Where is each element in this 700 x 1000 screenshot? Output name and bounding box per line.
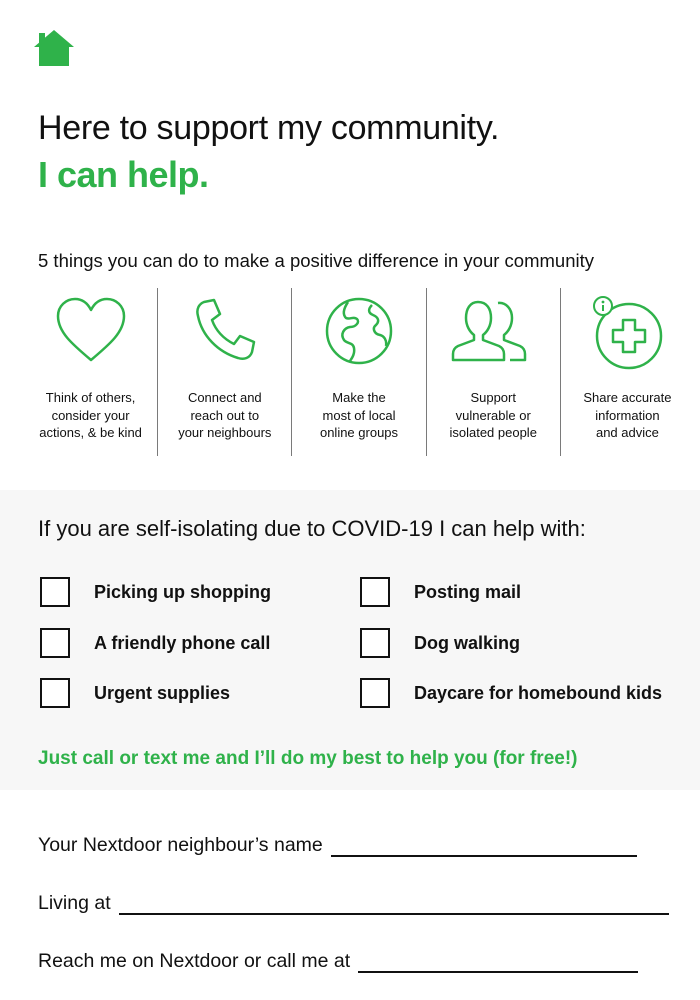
health-info-icon [587, 294, 667, 370]
option-urgent-supplies[interactable] [40, 678, 230, 708]
headline: Here to support my community. [38, 109, 500, 147]
checkbox[interactable] [40, 678, 70, 708]
checkbox[interactable] [40, 628, 70, 658]
tip-label: Share accurate information and advice [583, 390, 672, 440]
heart-icon [52, 294, 130, 366]
contact-field[interactable] [38, 950, 638, 973]
checkbox[interactable] [360, 628, 390, 658]
address-field[interactable] [38, 892, 669, 915]
checkbox[interactable] [40, 577, 70, 607]
option-picking-up-shopping[interactable] [40, 577, 271, 607]
tip-online-groups [291, 288, 425, 456]
call-to-action: Just call or text me and I’ll do my best to help you (for free!) [38, 748, 578, 769]
contact-line[interactable] [358, 970, 638, 973]
checkbox[interactable] [360, 678, 390, 708]
checkbox[interactable] [360, 577, 390, 607]
house-icon [32, 28, 76, 68]
name-label: Your Nextdoor neighbour’s name [38, 834, 323, 856]
tip-support [426, 288, 560, 456]
tips-row [24, 288, 694, 456]
option-friendly-phone-call[interactable] [40, 628, 270, 658]
name-line[interactable] [331, 854, 637, 857]
people-icon [448, 294, 538, 366]
address-label: Living at [38, 892, 111, 914]
option-label: Urgent supplies [94, 682, 231, 703]
tip-label: Think of others, consider your actions, & be kind [39, 390, 142, 440]
tip-label: Make the most of local online groups [319, 390, 399, 440]
name-field[interactable] [38, 834, 637, 857]
option-label: A friendly phone call [94, 632, 271, 653]
tips-subtitle: 5 things you can do to make a positive difference in your community [38, 250, 594, 271]
tip-kindness [24, 288, 157, 456]
option-label: Dog walking [414, 632, 521, 653]
address-line[interactable] [119, 912, 669, 915]
tip-label: Support vulnerable or isolated people [449, 390, 537, 440]
tip-share-info [560, 288, 694, 456]
option-daycare[interactable] [360, 678, 662, 708]
tip-connect [157, 288, 291, 456]
phone-icon [186, 294, 264, 366]
option-label: Posting mail [414, 581, 522, 602]
globe-icon [320, 294, 398, 366]
headline-green: I can help. [38, 154, 209, 195]
option-posting-mail[interactable] [360, 577, 521, 607]
contact-label: Reach me on Nextdoor or call me at [38, 950, 351, 972]
help-title: If you are self-isolating due to COVID-19 I can help with: [38, 516, 586, 541]
option-label: Daycare for homebound kids [414, 682, 663, 703]
option-label: Picking up shopping [94, 581, 271, 602]
option-dog-walking[interactable] [360, 628, 520, 658]
help-panel [0, 490, 700, 790]
tip-label: Connect and reach out to your neighbours [178, 390, 272, 440]
